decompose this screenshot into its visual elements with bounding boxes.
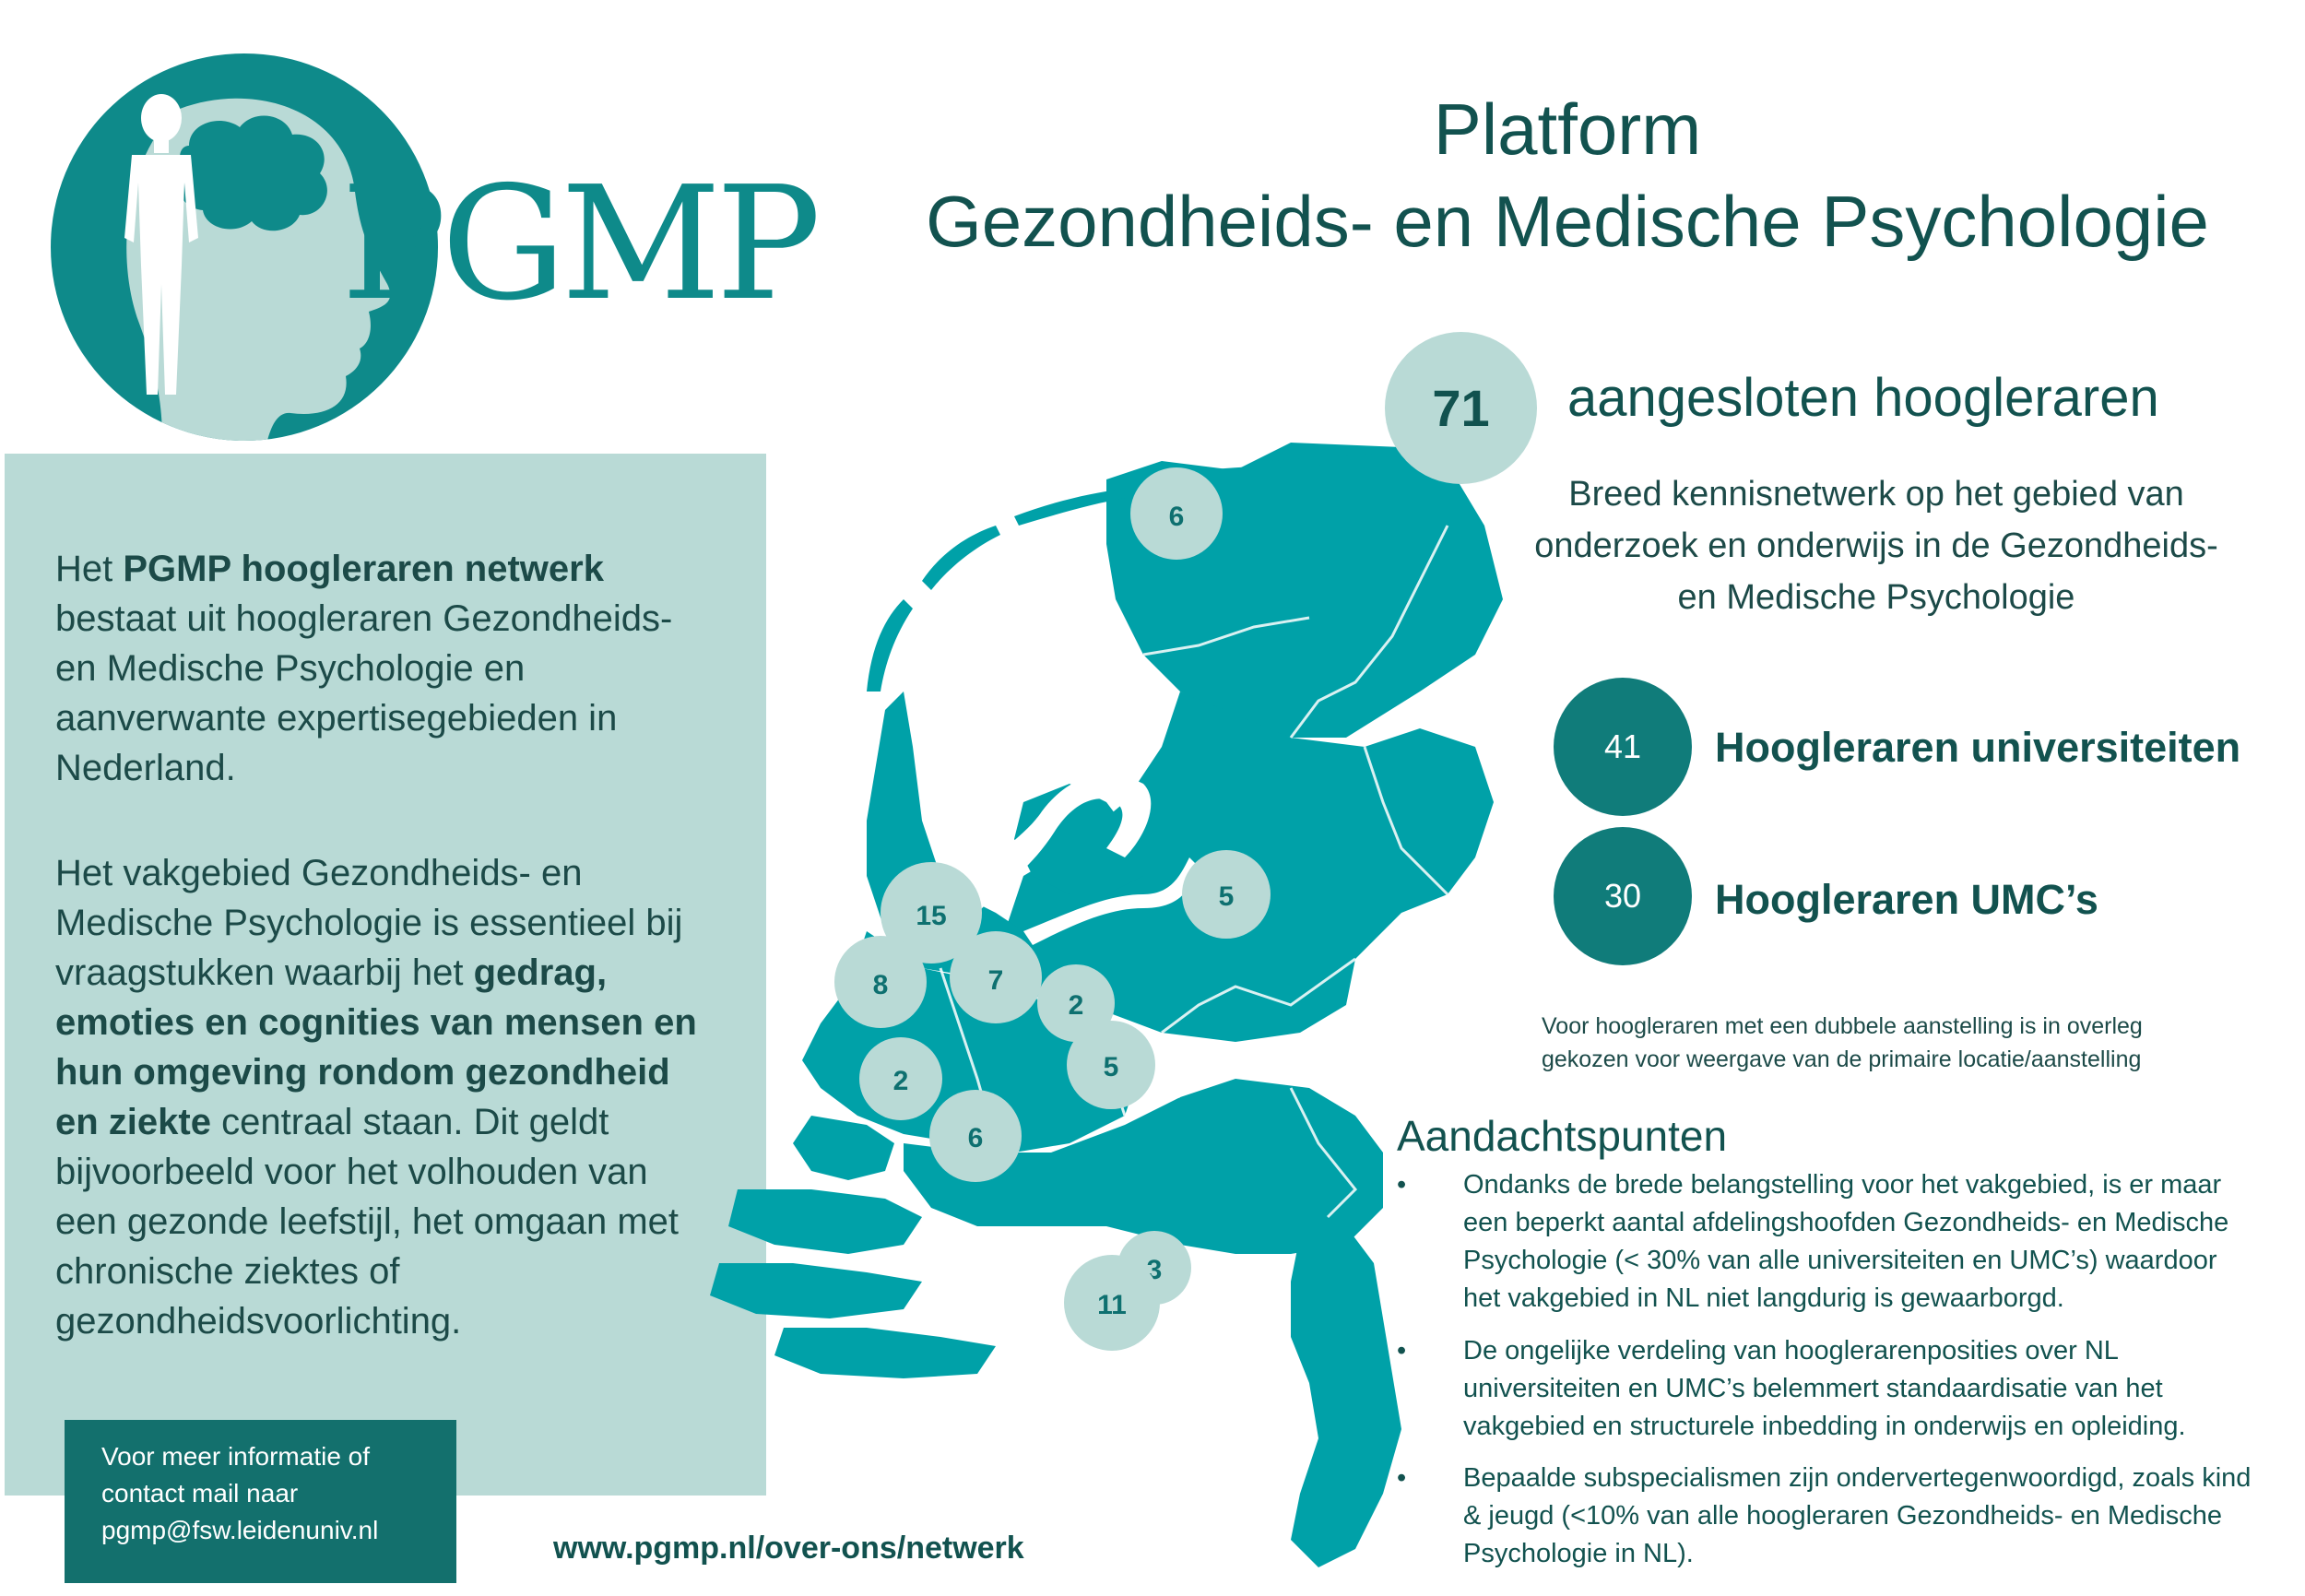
info-paragraph-1: Het PGMP hoogleraren netwerk bestaat uit hoogleraren Gezondheids- en Medische Psychologie en aanverwante expertisegebieden in Nederland. [55, 549, 673, 788]
contact-box [65, 1420, 456, 1583]
contact-email[interactable]: pgmp@fsw.leidenuniv.nl [101, 1516, 379, 1544]
count-utrecht: 7 [987, 965, 1004, 996]
title-line-1: Platform [1433, 89, 1702, 170]
univ-count: 41 [1603, 727, 1642, 765]
count-wageningen: 2 [1068, 990, 1084, 1021]
point-item [1397, 1460, 2254, 1573]
info-paragraph-2: Het vakgebied Gezondheids- en Medische Psychologie is essentieel bij vraagstukken waarbij het gedrag, emoties en cognities van mensen en hun omgeving rondom gezondheid en ziekte centraal staan. Dit geldt bijvoorbeeld voor het volhouden van een gezonde leefstijl, het omgaan met chronische ziektes of gezondheidsvoorlichting. [55, 853, 697, 1342]
count-rotterdam: 2 [892, 1066, 909, 1096]
total-label: aangesloten hoogleraren [1567, 368, 2159, 428]
website-link[interactable]: www.pgmp.nl/over-ons/netwerk [553, 1531, 1024, 1566]
umc-count: 30 [1603, 877, 1642, 915]
umc-count-circle [1554, 827, 1692, 965]
points-heading: Aandachtspunten [1397, 1112, 1728, 1160]
bullet-icon: • [1397, 1463, 1407, 1493]
point-item [1397, 1166, 2254, 1318]
point-text: Ondanks de brede belangstelling voor het vakgebied, is er maar een beperkt aantal afdelingshoofden Gezondheids- en Medische Psychologie (< 30% van alle universiteiten en UMC’s) waardoor het vakgebied in NL niet langdurig is gewaarborgd. [1463, 1170, 2229, 1313]
title-line-2: Gezondheids- en Medische Psychologie [926, 181, 2209, 262]
count-leiden: 8 [872, 970, 889, 1000]
count-groningen: 6 [1168, 502, 1185, 532]
count-maastricht: 11 [1097, 1290, 1127, 1320]
umc-label: Hoogleraren UMC’s [1715, 876, 2098, 923]
count-nijmegen: 5 [1103, 1052, 1119, 1082]
focus-highlight: gedrag, emoties en cognities van mensen en hun omgeving rondom gezondheid en ziekte [55, 952, 697, 1142]
point-text: Bepaalde subspecialismen zijn ondervertegenwoordigd, zoals kind & jeugd (<10% van alle hoogleraren Gezondheids- en Medische Psychologie in NL). [1463, 1463, 2252, 1568]
bullet-icon: • [1397, 1170, 1407, 1200]
univ-label: Hoogleraren universiteiten [1715, 724, 2241, 771]
count-amsterdam: 15 [916, 901, 947, 931]
count-enschede: 5 [1218, 881, 1235, 912]
total-description: Breed kennisnetwerk op het gebied van onderzoek en onderwijs in de Gezondheids- en Medische Psychologie [1534, 475, 2218, 617]
network-name: PGMP hoogleraren netwerk [123, 549, 604, 589]
netherlands-map [590, 415, 1512, 1577]
logo-text: PGMP [341, 153, 816, 336]
total-count: 71 [1432, 379, 1490, 437]
count-tilburg: 6 [967, 1123, 984, 1153]
contact-line-1: Voor meer informatie of [101, 1442, 371, 1471]
point-item [1397, 1332, 2254, 1446]
contact-line-2: contact mail naar [101, 1479, 299, 1507]
dual-appointment-note: Voor hoogleraren met een dubbele aanstelling is in overleg gekozen voor weergave van de primaire locatie/aanstelling [1542, 1013, 2143, 1072]
total-count-circle [1385, 332, 1537, 484]
bullet-icon: • [1397, 1336, 1407, 1365]
page-title [876, 83, 2259, 267]
count-heerlen: 3 [1146, 1255, 1163, 1285]
point-text: De ongelijke verdeling van hooglerarenposities over NL universiteiten en UMC’s belemmert standaardisatie van het vakgebied en structurele inbedding in onderwijs en opleiding. [1463, 1336, 2186, 1441]
univ-count-circle [1554, 678, 1692, 816]
